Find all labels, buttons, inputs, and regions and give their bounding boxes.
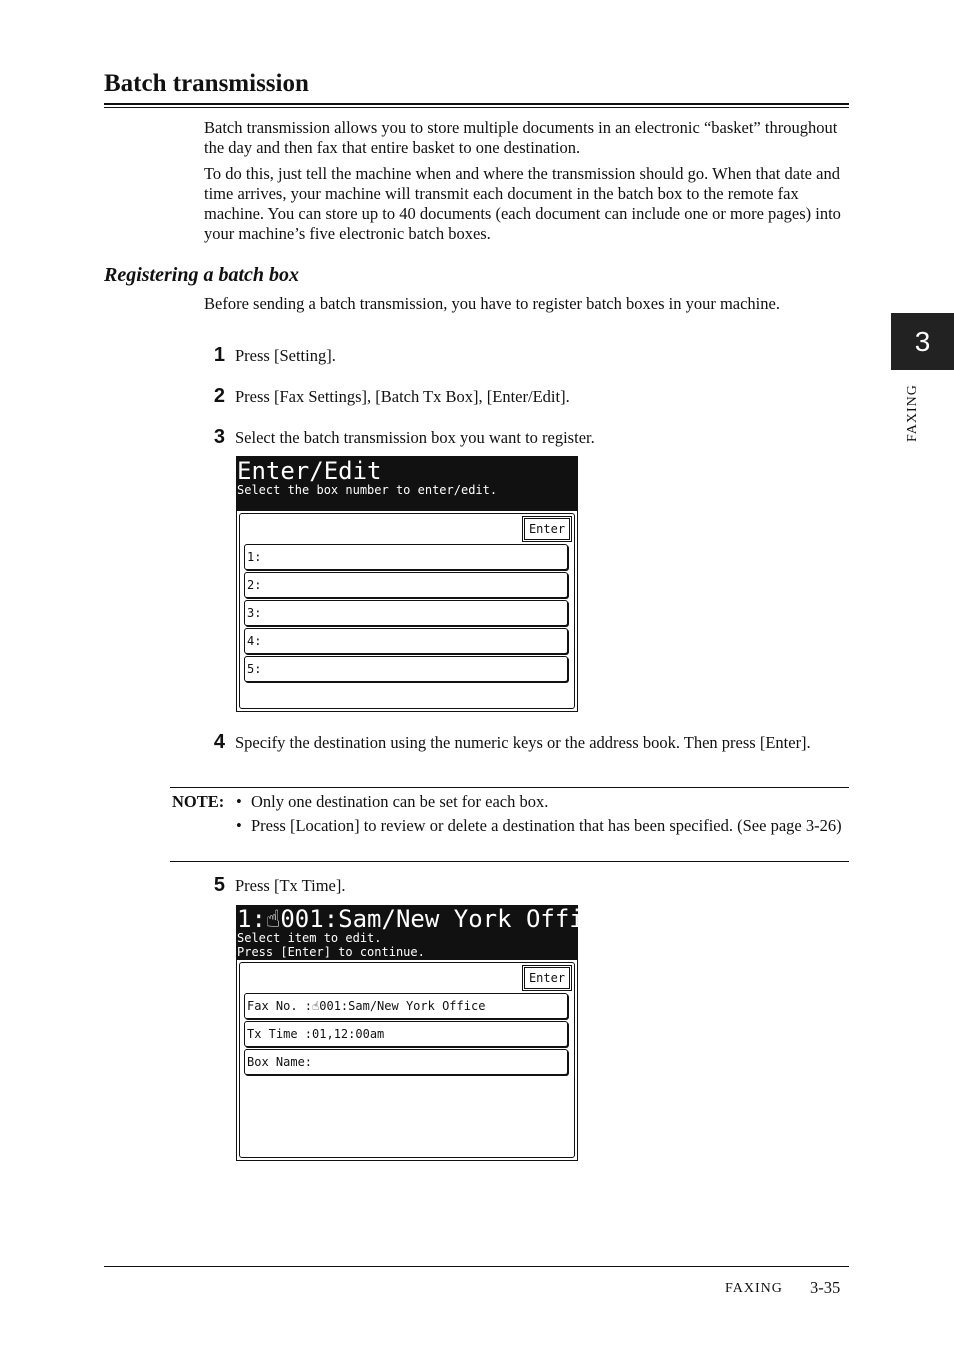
- step-number: 4: [213, 731, 225, 753]
- bullet-icon: •: [236, 792, 242, 811]
- box-slot-3[interactable]: 3:: [244, 600, 568, 626]
- side-section-label: FAXING: [905, 384, 920, 442]
- note-bottom-rule: [170, 861, 849, 862]
- fax-no-field[interactable]: Fax No. :☝001:Sam/New York Office: [244, 993, 568, 1019]
- screen-title: Enter/Edit: [237, 457, 382, 485]
- step-text: Press [Tx Time].: [235, 876, 346, 895]
- box-slot-2[interactable]: 2:: [244, 572, 568, 598]
- footer-rule: [104, 1266, 849, 1267]
- note-top-rule: [170, 787, 849, 788]
- screen-panel: [239, 962, 575, 1158]
- note-label: NOTE:: [172, 792, 225, 811]
- enter-button[interactable]: Enter: [524, 967, 570, 989]
- step-text: Press [Setting].: [235, 346, 336, 365]
- screen-header: [237, 905, 599, 960]
- bullet-icon: •: [236, 816, 242, 835]
- step-number: 2: [213, 385, 225, 407]
- box-name-field[interactable]: Box Name:: [244, 1049, 568, 1075]
- step-text: Select the batch transmission box you want to register.: [235, 428, 595, 447]
- tx-time-field[interactable]: Tx Time :01,12:00am: [244, 1021, 568, 1047]
- step-text: Specify the destination using the numeric keys or the address book. Then press [Enter].: [235, 733, 811, 752]
- section-title: Registering a batch box: [104, 264, 300, 286]
- step-number: 1: [213, 344, 225, 366]
- screen-panel: [239, 513, 575, 709]
- footer-section: FAXING: [725, 1281, 783, 1296]
- enter-edit-screen: [236, 456, 578, 712]
- note-item-1: Only one destination can be set for each box.: [251, 792, 549, 811]
- title-rule: [104, 103, 849, 108]
- box-slot-1[interactable]: 1:: [244, 544, 568, 570]
- note-item-2: Press [Location] to review or delete a destination that has been specified. (See page 3-26): [251, 816, 842, 835]
- intro-paragraph-2: To do this, just tell the machine when and where the transmission should go. When that date and time arrives, your machine will transmit each document in the batch box to the remote fax machine. You can store up to 40 documents (each document can include one or more pages) into your machine’s five electronic batch boxes.: [204, 164, 841, 243]
- page-title: Batch transmission: [104, 70, 309, 97]
- screen-title: 1:☝001:Sam/New York Offic: [237, 905, 599, 933]
- box-slot-5[interactable]: 5:: [244, 656, 568, 682]
- chapter-tab: 3: [891, 313, 954, 370]
- screen-header: [237, 457, 577, 511]
- screen-subtitle: Select the box number to enter/edit.: [237, 483, 498, 497]
- step-number: 3: [213, 426, 225, 448]
- section-intro: Before sending a batch transmission, you have to register batch boxes in your machine.: [204, 294, 780, 313]
- intro-paragraph-1: Batch transmission allows you to store multiple documents in an electronic “basket” throughout the day and then fax that entire basket to one destination.: [204, 118, 838, 157]
- screen-subtitle: Press [Enter] to continue.: [237, 945, 425, 959]
- box-detail-screen: [236, 905, 599, 1161]
- step-number: 5: [213, 874, 225, 896]
- enter-button[interactable]: Enter: [524, 518, 570, 540]
- step-text: Press [Fax Settings], [Batch Tx Box], [Enter/Edit].: [235, 387, 570, 406]
- page-number: 3-35: [810, 1278, 841, 1297]
- screen-subtitle: Select item to edit.: [237, 931, 382, 945]
- box-slot-4[interactable]: 4:: [244, 628, 568, 654]
